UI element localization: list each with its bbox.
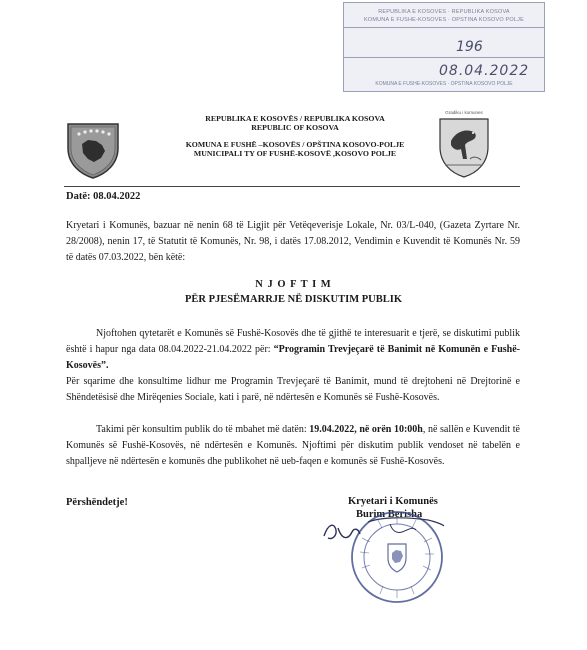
greeting: Përshëndetje!	[66, 497, 128, 508]
municipality-emblem-icon	[437, 111, 491, 179]
stamp-line1: REPUBLIKA E KOSOVËS · REPUBLIKA KOSOVA	[378, 9, 510, 15]
header-municipality: KOMUNA E FUSHË –KOSOVËS / OPŠTINA KOSOVO-POLJE	[185, 140, 405, 149]
notice-title: N J O F T I M	[255, 279, 332, 290]
document-date: Datë: 08.04.2022	[66, 191, 141, 202]
paragraph-meeting	[66, 422, 520, 470]
meeting-pre: Takimi për konsultim publik do të mbahet më datën:	[96, 424, 310, 435]
stamp-number: 196	[456, 39, 483, 55]
signature-title: Kryetari i Komunës	[348, 496, 438, 507]
signature-name: Burim Berisha	[356, 509, 423, 520]
stamp-footer: KOMUNA E FUSHË-KOSOVËS · OPŠTINA KOSOVO POLJE	[375, 81, 513, 87]
meeting-datetime: 19.04.2022, në orën 10:00h	[309, 424, 423, 435]
kosovo-coat-of-arms-icon	[64, 118, 122, 180]
meeting-post: , në sallën e Kuvendit të Komunës së Fushë-Kosovës, në ndërtesën e Komunës. Njoftimi për diskutim publik vendoset në tabelën e shpalljeve në ndërtesën e komunës dhe publikohet në ueb-faqen e komunës së Fushë-Kosovës.	[66, 424, 520, 467]
intro-paragraph: Kryetari i Komunës, bazuar në nenin 68 të Ligjit për Vetëqeverisje Lokale, Nr. 03/L-040, (Gazeta Zyrtare Nr. 28/2008), nenin 17, të Statutit të Komunës, Nr. 98, i datës 17.08.2012, Vendimin e Kuvendit të Komunës Nr. 59 të datës 07.03.2022, bën këtë:	[66, 220, 520, 263]
stamp-line2: KOMUNA E FUSHË-KOSOVËS · OPŠTINA KOSOVO POLJE	[364, 17, 524, 23]
header-municipality-en: MUNICIPALI TY OF FUSHË-KOSOVË ,KOSOVO POLJE	[193, 149, 397, 158]
stamp-date: 08.04.2022	[439, 63, 530, 79]
registry-stamp	[343, 2, 545, 92]
header-rule	[64, 186, 520, 187]
paragraph-announcement-text: Njoftohen qytetarët e Komunës së Fushë-Kosovës dhe të gjithë te interesuarit e tjerë, se diskutimi publik është i hapur nga data 08.04.2022-21.04.2022 për:	[66, 328, 520, 355]
notice-subtitle: PËR PJESËMARRJE NË DISKUTIM PUBLIK	[184, 294, 403, 305]
paragraph-announcement	[66, 326, 520, 374]
handwritten-signature-icon	[318, 510, 450, 550]
header-republic-en: REPUBLIC OF KOSOVA	[251, 123, 339, 132]
emblem-label: Gradiku i komunes	[445, 110, 483, 115]
paragraph-consultation: Për sqarime dhe konsultime lidhur me Programin Trevjeçarë të Banimit, mund të drejtoheni në Drejtorinë e Shëndetësisë dhe Mirëqenies Sociale, kati i parë, në ndërtesën e Komunës së Fushë-Kosovës.	[66, 376, 520, 403]
program-name: “Programin Trevjeçarë të Banimit në Komunën e Fushë-Kosovës”.	[66, 344, 520, 371]
header-republic: REPUBLIKA E KOSOVËS / REPUBLIKA KOSOVA	[205, 114, 385, 123]
